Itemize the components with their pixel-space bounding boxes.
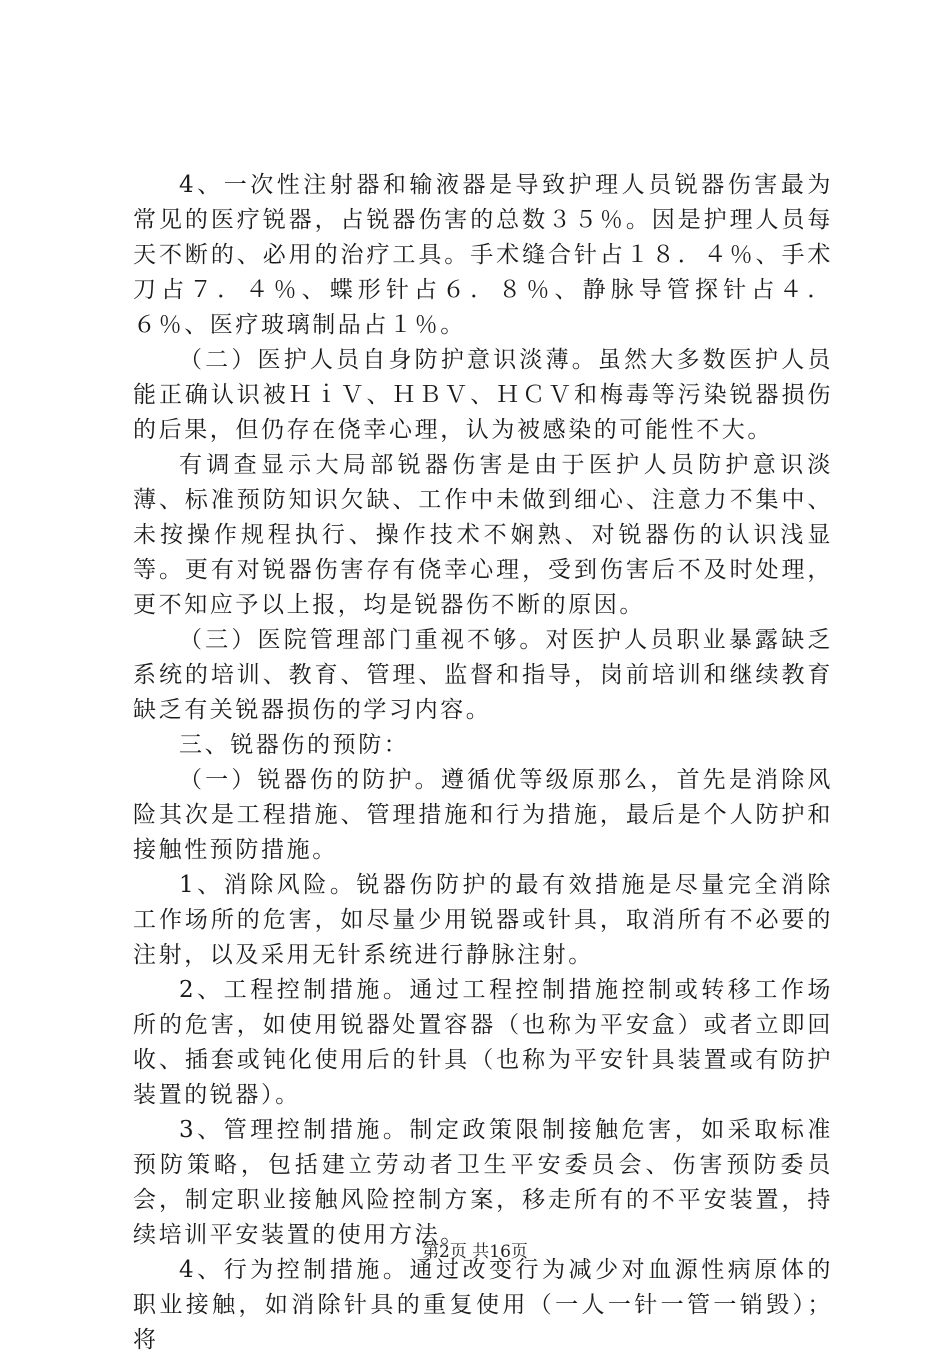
heading-prevention: 三、锐器伤的预防：	[179, 732, 410, 758]
paragraph-administrative-controls: 3、管理控制措施。制定政策限制接触危害，如采取标准预防策略，包括建立劳动者卫生平安委员会、伤害预防委员会，制定职业接触风险控制方案，移走所有的不平安装置，持续培训平安装置的使用方法。	[133, 1117, 833, 1248]
paragraph-section-3-management: （三）医院管理部门重视不够。对医护人员职业暴露缺乏系统的培训、教育、管理、监督和指导，岗前培训和继续教育缺乏有关锐器损伤的学习内容。	[133, 627, 833, 723]
paragraph-behavior-controls: 4、行为控制措施。通过改变行为减少对血源性病原体的职业接触，如消除针具的重复使用（一人一针一管一销毁）；将	[133, 1257, 833, 1353]
paragraph-eliminate-risk: 1、消除风险。锐器伤防护的最有效措施是尽量完全消除工作场所的危害，如尽量少用锐器或针具，取消所有不必要的注射，以及采用无针系统进行静脉注射。	[133, 872, 833, 968]
paragraph-survey-findings: 有调查显示大局部锐器伤害是由于医护人员防护意识淡薄、标准预防知识欠缺、工作中未做到细心、注意力不集中、未按操作规程执行、操作技术不娴熟、对锐器伤的认识浅显等。更有对锐器伤害存有侥幸心理，受到伤害后不及时处理，更不知应予以上报，均是锐器伤不断的原因。	[133, 452, 833, 618]
paragraph-item-4-syringes: 4、一次性注射器和输液器是导致护理人员锐器伤害最为常见的医疗锐器，占锐器伤害的总数３５％。因是护理人员每天不断的、必用的治疗工具。手术缝合针占１８．４％、手术刀占７．４％、蝶形针占６．８％、静脉导管探针占４．６％、医疗玻璃制品占１％。	[133, 172, 833, 338]
paragraph-section-2-awareness: （二）医护人员自身防护意识淡薄。虽然大多数医护人员能正确认识被ＨｉＶ、ＨＢＶ、ＨＣＶ和梅毒等污染锐器损伤的后果，但仍存在侥幸心理，认为被感染的可能性不大。	[133, 347, 833, 443]
page-footer: 第2页 共16页	[422, 1242, 528, 1262]
document-body	[133, 168, 833, 1358]
paragraph-protection: （一）锐器伤的防护。遵循优等级原那么，首先是消除风险其次是工程措施、管理措施和行为措施，最后是个人防护和接触性预防措施。	[133, 767, 833, 863]
paragraph-engineering-controls: 2、工程控制措施。通过工程控制措施控制或转移工作场所的危害，如使用锐器处置容器（也称为平安盒）或者立即回收、插套或钝化使用后的针具（也称为平安针具装置或有防护装置的锐器）。	[133, 977, 833, 1108]
